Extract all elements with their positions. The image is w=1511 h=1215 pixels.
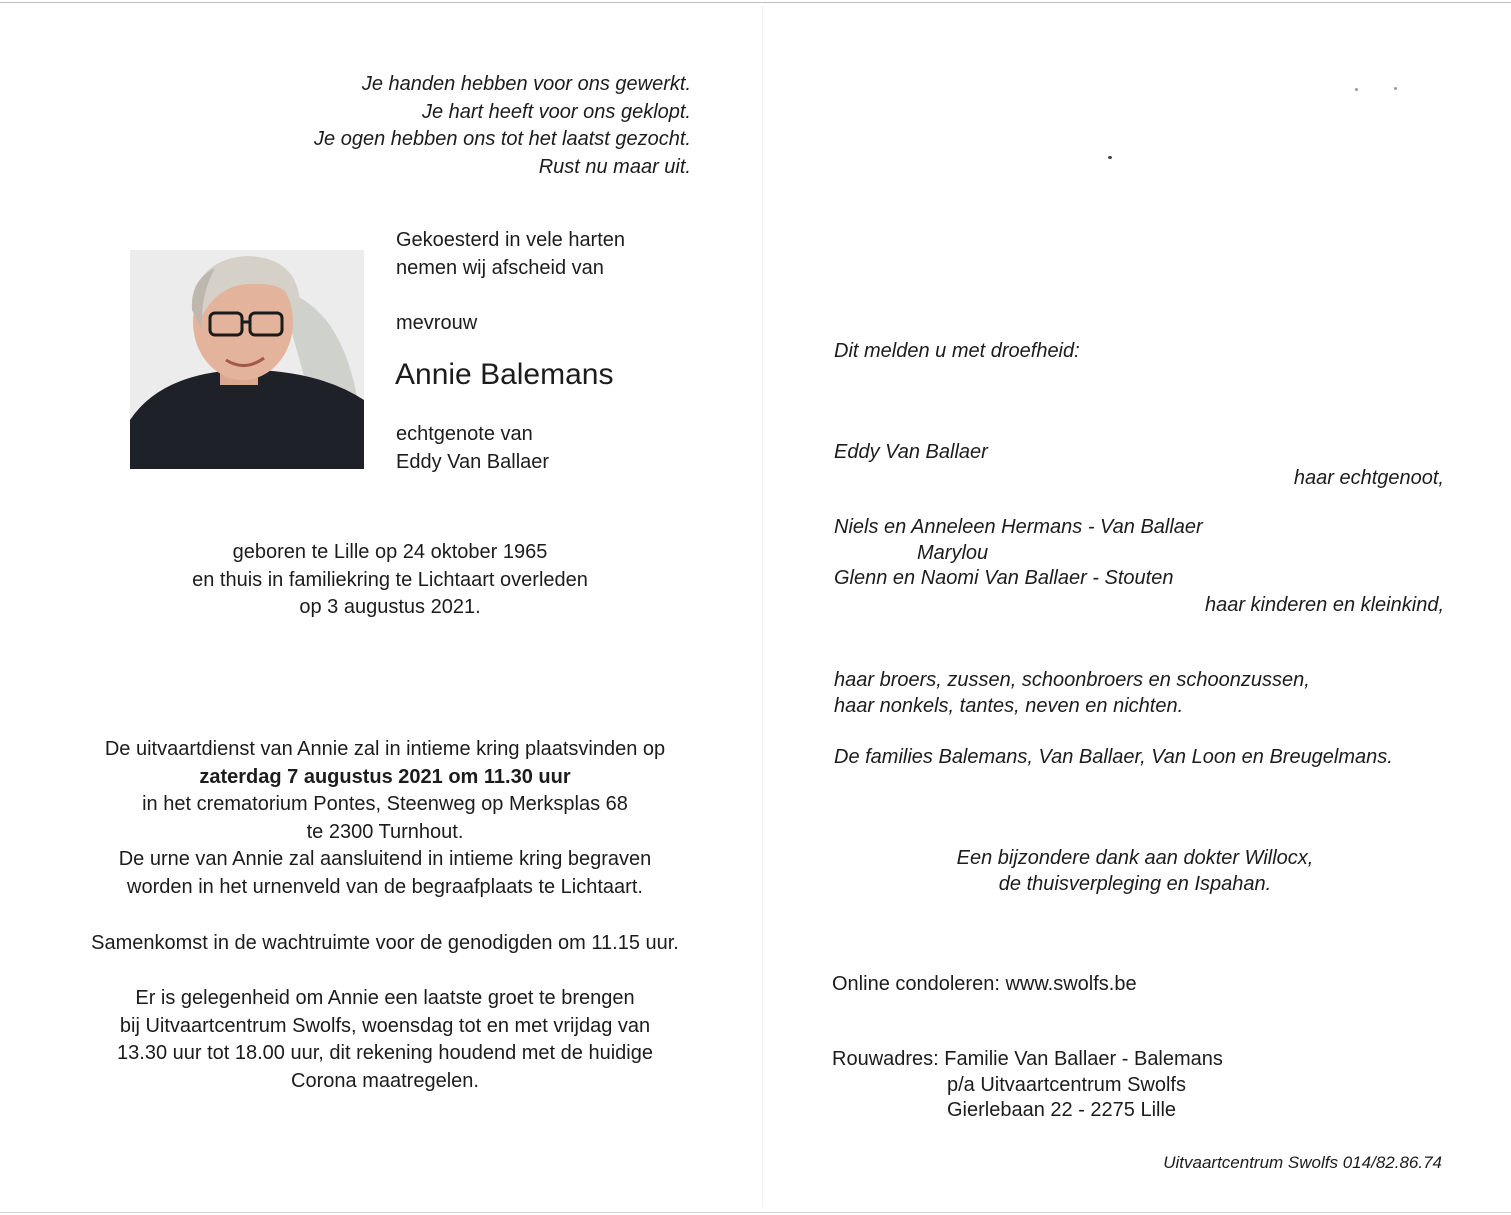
relatives-line: haar nonkels, tantes, neven en nichten. — [834, 694, 1184, 717]
service-line: De urne van Annie zal aansluitend in intieme kring begraven — [118, 848, 652, 870]
address-line: p/a Uitvaartcentrum Swolfs — [947, 1073, 1186, 1096]
children-line: Niels en Anneleen Hermans - Van Ballaer — [834, 516, 1203, 538]
thanks-text — [880, 846, 1390, 897]
spouse-line: echtgenote van — [396, 423, 533, 445]
service-line: te 2300 Turnhout. — [306, 820, 464, 843]
online-condolence: Online condoleren: www.swolfs.be — [832, 973, 1137, 995]
farewell-text — [70, 985, 700, 1095]
thanks-line: de thuisverpleging en Ispahan. — [998, 872, 1272, 895]
intro-text — [396, 227, 625, 282]
intro-line: nemen wij afscheid van — [396, 256, 604, 279]
thanks-line: Een bijzondere dank aan dokter Willocx, — [956, 847, 1314, 869]
portrait-icon — [130, 250, 364, 469]
service-line: De uitvaartdienst van Annie zal in intieme kring plaatsvinden op — [104, 738, 666, 760]
farewell-line: bij Uitvaartcentrum Swolfs, woensdag tot en met vrijdag van — [119, 1014, 651, 1037]
farewell-line: Corona maatregelen. — [291, 1069, 479, 1092]
funeral-home-footer: Uitvaartcentrum Swolfs 014/82.86.74 — [1163, 1153, 1442, 1172]
mourning-address — [832, 1047, 1223, 1124]
birth-death-line: en thuis in familiekring te Lichtaart overleden — [192, 568, 588, 591]
portrait-photo — [130, 250, 364, 469]
deceased-name: Annie Balemans — [395, 358, 614, 391]
service-line: in het crematorium Pontes, Steenweg op Merksplas 68 — [142, 793, 628, 815]
gathering-text: Samenkomst in de wachtruimte voor de genodigden om 11.15 uur. — [91, 932, 679, 954]
husband-name: Eddy Van Ballaer — [834, 441, 988, 463]
top-border — [0, 2, 1511, 3]
address-line: Rouwadres: Familie Van Ballaer - Balemans — [832, 1048, 1223, 1070]
intro-line: Gekoesterd in vele harten — [396, 229, 626, 251]
announce-text: Dit melden u met droefheid: — [834, 340, 1080, 362]
birth-death-line: op 3 augustus 2021. — [299, 596, 481, 618]
husband-role: haar echtgenoot, — [1293, 467, 1444, 489]
poem-line: Rust nu maar uit. — [538, 155, 691, 178]
children-line: Glenn en Naomi Van Ballaer - Stouten — [834, 567, 1174, 589]
service-line: worden in het urnenveld van de begraafplaats te Lichtaart. — [127, 875, 643, 898]
children-list — [834, 515, 1203, 592]
farewell-line: Er is gelegenheid om Annie een laatste groet te brengen — [135, 987, 635, 1009]
birth-death-text — [160, 539, 620, 622]
service-date: zaterdag 7 augustus 2021 om 11.30 uur — [199, 765, 571, 788]
birth-death-line: geboren te Lille op 24 oktober 1965 — [232, 541, 548, 563]
grandchild-line: Marylou — [917, 541, 989, 564]
spouse-line: Eddy Van Ballaer — [396, 450, 550, 473]
children-role: haar kinderen en kleinkind, — [1204, 594, 1444, 616]
card-fold — [762, 6, 763, 1206]
relatives-text — [834, 668, 1310, 719]
poem-line: Je ogen hebben ons tot het laatst gezocht. — [314, 128, 691, 150]
poem-line: Je hart heeft voor ons geklopt. — [421, 100, 691, 123]
bottom-border — [0, 1212, 1511, 1213]
title-prefix: mevrouw — [396, 312, 478, 334]
poem — [314, 71, 691, 181]
scan-speck — [1394, 87, 1397, 90]
address-line: Gierlebaan 22 - 2275 Lille — [947, 1099, 1177, 1121]
families-text: De families Balemans, Van Ballaer, Van Loon en Breugelmans. — [834, 746, 1393, 768]
service-text — [70, 736, 700, 901]
relatives-line: haar broers, zussen, schoonbroers en schoonzussen, — [834, 669, 1310, 691]
poem-line: Je handen hebben voor ons gewerkt. — [361, 73, 691, 95]
scan-speck — [1108, 156, 1112, 159]
farewell-line: 13.30 uur tot 18.00 uur, dit rekening houdend met de huidige — [117, 1042, 653, 1064]
spouse-text — [396, 421, 549, 476]
scan-speck — [1355, 88, 1358, 91]
